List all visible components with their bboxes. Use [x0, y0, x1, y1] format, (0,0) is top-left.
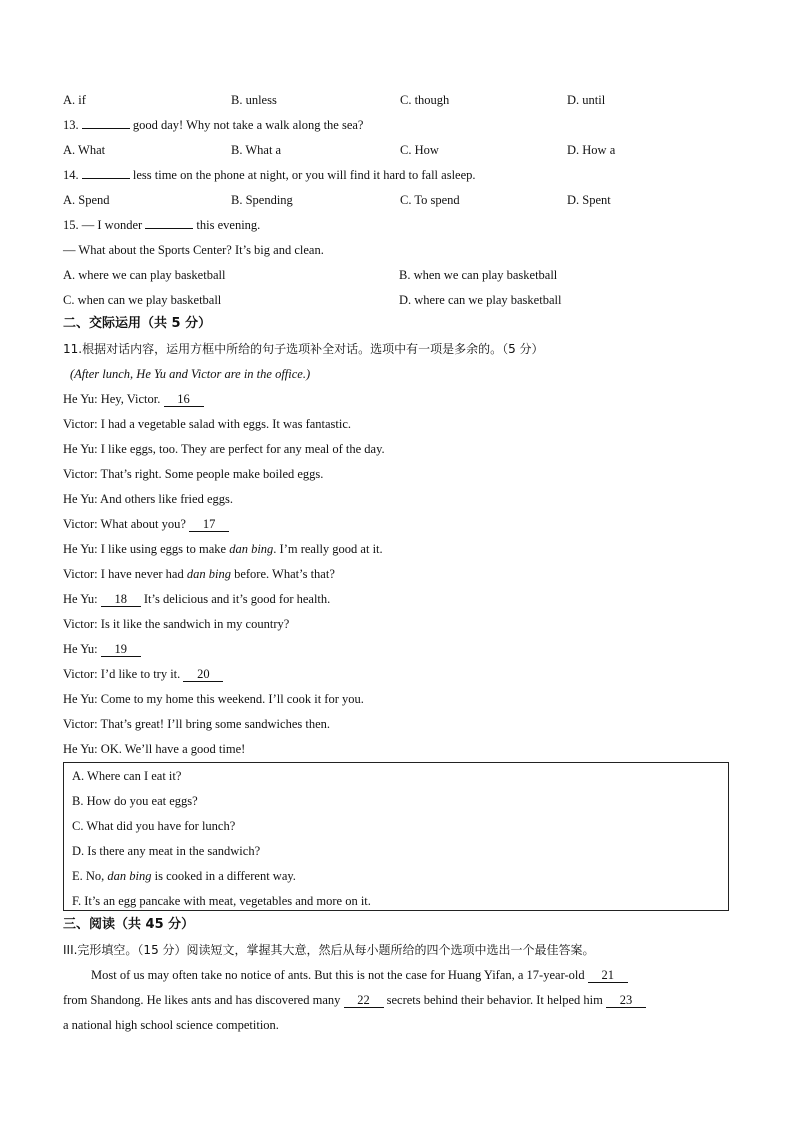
dialogue-speaker: He Yu: Hey, Victor.	[63, 392, 161, 406]
q13-option-a: A. What	[63, 143, 106, 157]
q15-text: this evening.	[193, 218, 261, 232]
box-option-f: F. It’s an egg pancake with meat, vegetables and more on it.	[72, 894, 371, 908]
blank-20: 20	[183, 668, 223, 682]
dialogue-italic-term: dan bing	[186, 567, 231, 581]
dialogue-text: He Yu: I like using eggs to make	[63, 542, 230, 556]
dialogue-text: Victor: I have never had	[63, 567, 187, 581]
box-option-c: C. What did you have for lunch?	[72, 819, 236, 833]
q13-text: good day! Why not take a walk along the sea?	[129, 118, 364, 132]
options-box	[63, 762, 729, 911]
q13-option-c: C. How	[400, 143, 439, 157]
dialogue-line: He Yu: Come to my home this weekend. I’ll cook it for you.	[63, 692, 364, 706]
dialogue-line	[63, 566, 335, 582]
dialogue-line-18	[63, 591, 330, 607]
q14-text: less time on the phone at night, or you will find it hard to fall asleep.	[129, 168, 476, 182]
q15-blank	[145, 217, 193, 229]
dialogue-line: Victor: I had a vegetable salad with eggs. It was fantastic.	[63, 417, 352, 431]
q12-option-c: C. though	[400, 93, 450, 107]
q14-number: 14.	[63, 168, 79, 182]
q15-option-a: A. where we can play basketball	[63, 268, 226, 282]
q12-option-b: B. unless	[231, 93, 277, 107]
dialogue-italic-term: dan bing	[229, 542, 274, 556]
blank-21: 21	[588, 969, 628, 983]
dialogue-line: Victor: That’s right. Some people make boiled eggs.	[63, 467, 324, 481]
q14-option-c: C. To spend	[400, 193, 460, 207]
section2-instruction: 11.根据对话内容，运用方框中所给的句子选项补全对话。选项中有一项是多余的。（5 分）	[63, 342, 544, 356]
passage-line-2	[63, 992, 646, 1008]
dialogue-speaker: He Yu:	[63, 642, 98, 656]
box-option-e-pre: E. No,	[72, 869, 108, 883]
dialogue-speaker: Victor: I’d like to try it.	[63, 667, 181, 681]
section3-instruction: III.完形填空。（15 分）阅读短文，掌握其大意，然后从每小题所给的四个选项中选出一个最佳答案。	[63, 943, 595, 957]
box-option-e-post: is cooked in a different way.	[151, 869, 296, 883]
box-option-d: D. Is there any meat in the sandwich?	[72, 844, 261, 858]
blank-17: 17	[189, 518, 229, 532]
passage-text: secrets behind their behavior. It helped him	[386, 993, 603, 1007]
dialogue-speaker: Victor: What about you?	[63, 517, 186, 531]
q14-stem	[63, 167, 476, 183]
q13-option-b: B. What a	[231, 143, 282, 157]
q13-option-d: D. How a	[567, 143, 616, 157]
blank-18: 18	[101, 593, 141, 607]
section3-title: 三、阅读（共 45 分）	[63, 917, 195, 932]
dialogue-line-20	[63, 666, 223, 682]
dialogue-line	[63, 541, 383, 557]
passage-line-1	[91, 967, 628, 983]
blank-16: 16	[164, 393, 204, 407]
dialogue-context	[70, 366, 310, 382]
dialogue-line-19	[63, 641, 141, 657]
blank-23: 23	[606, 994, 646, 1008]
q15-option-d: D. where can we play basketball	[399, 293, 562, 307]
q14-blank	[82, 167, 130, 179]
box-option-b: B. How do you eat eggs?	[72, 794, 198, 808]
q14-option-d: D. Spent	[567, 193, 611, 207]
q14-option-a: A. Spend	[63, 193, 110, 207]
dialogue-text: . I’m really good at it.	[273, 542, 383, 556]
q15-option-b: B. when we can play basketball	[399, 268, 558, 282]
dialogue-line-16	[63, 391, 204, 407]
dialogue-line: He Yu: I like eggs, too. They are perfect for any meal of the day.	[63, 442, 385, 456]
q15-stem	[63, 217, 260, 233]
q12-option-a: A. if	[63, 93, 86, 107]
passage-line-3: a national high school science competition.	[63, 1018, 279, 1032]
dialogue-speaker: He Yu:	[63, 592, 98, 606]
dialogue-text: It’s delicious and it’s good for health.	[143, 592, 331, 606]
dialogue-line: He Yu: And others like fried eggs.	[63, 492, 233, 506]
q15-option-c: C. when can we play basketball	[63, 293, 222, 307]
q15-number: 15. — I wonder	[63, 218, 143, 232]
passage-text: from Shandong. He likes ants and has discovered many	[63, 993, 341, 1007]
q12-option-d: D. until	[567, 93, 606, 107]
dialogue-line: Victor: That’s great! I’ll bring some sandwiches then.	[63, 717, 331, 731]
q13-stem	[63, 117, 363, 133]
box-option-a: A. Where can I eat it?	[72, 769, 182, 783]
dialogue-line: He Yu: OK. We’ll have a good time!	[63, 742, 246, 756]
q15-reply: — What about the Sports Center? It’s big and clean.	[63, 243, 324, 257]
dialogue-text: before. What’s that?	[230, 567, 335, 581]
dialogue-context-text: (After lunch, He Yu and Victor are in the office.)	[70, 367, 311, 381]
q13-number: 13.	[63, 118, 79, 132]
passage-text: Most of us may often take no notice of ants. But this is not the case for Huang Yifan, a 17-year-old	[91, 968, 585, 982]
dialogue-line: Victor: Is it like the sandwich in my country?	[63, 617, 290, 631]
dialogue-line-17	[63, 516, 229, 532]
q13-blank	[82, 117, 130, 129]
section2-title: 二、交际运用（共 5 分）	[63, 316, 212, 331]
q14-option-b: B. Spending	[231, 193, 293, 207]
blank-19: 19	[101, 643, 141, 657]
box-option-e-italic: dan bing	[107, 869, 152, 883]
blank-22: 22	[344, 994, 384, 1008]
box-option-e	[72, 868, 296, 884]
